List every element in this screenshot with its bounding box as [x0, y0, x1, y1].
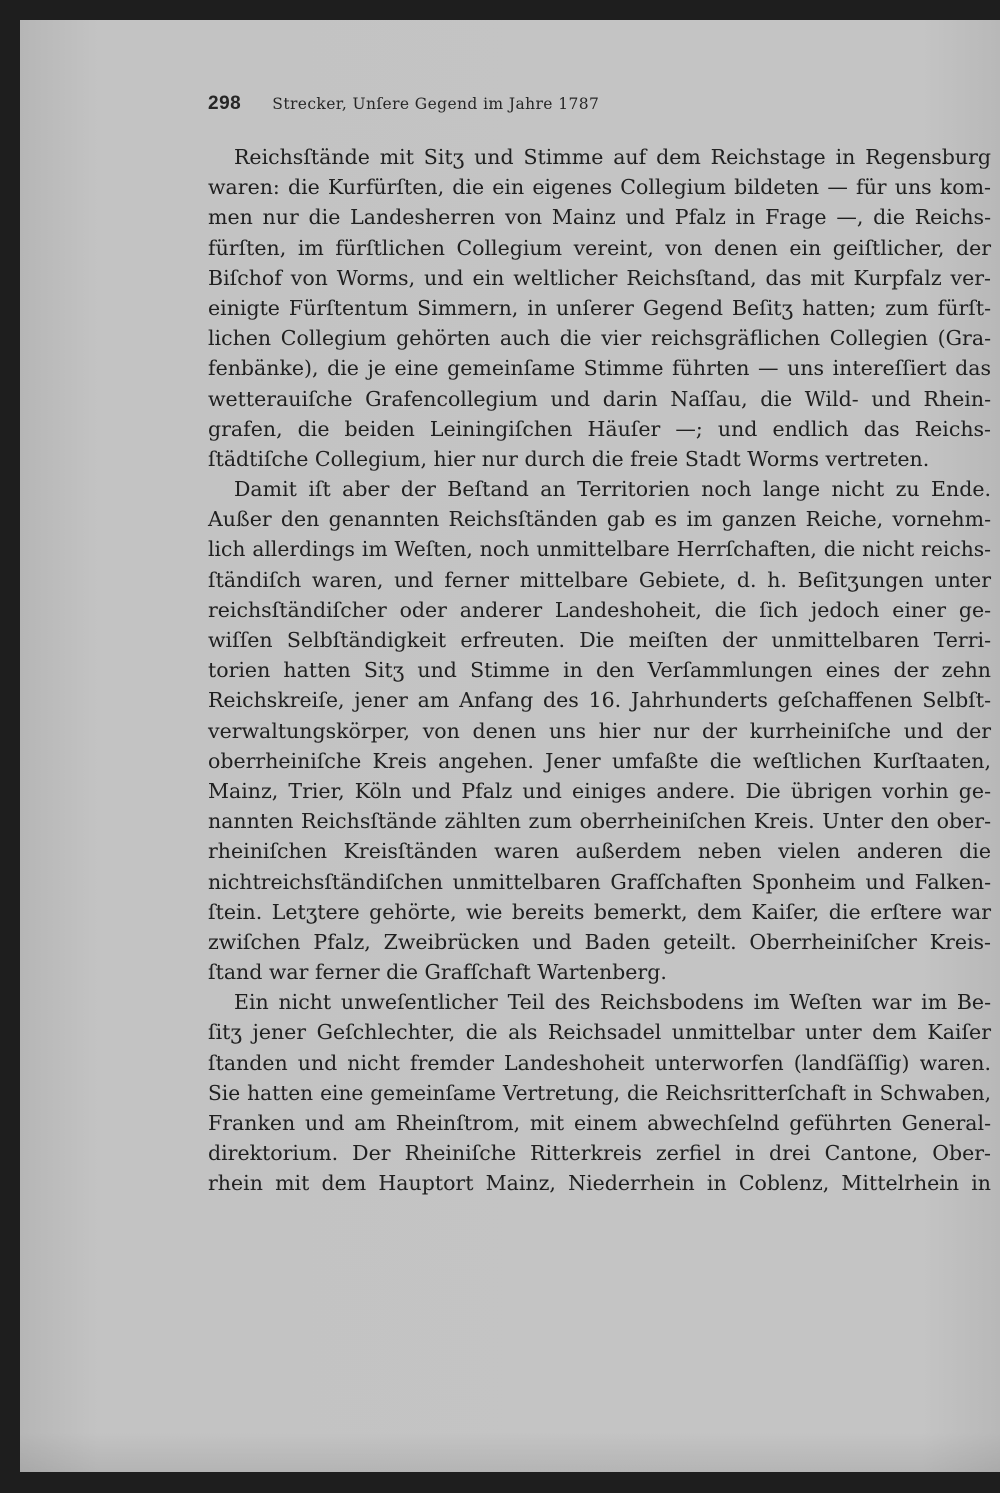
text-line: men nur die Landesherren von Mainz und Pfalz in Frage —, die Reichs- [208, 205, 991, 230]
body-text [208, 142, 991, 1199]
text-line: direktorium. Der Rheiniſche Ritterkreis zerfiel in drei Cantone, Ober- [208, 1141, 991, 1166]
page-number: 298 [208, 93, 242, 114]
text-line: ſtand war ferner die Grafſchaft Wartenberg. [208, 960, 667, 985]
text-line: nannten Reichsſtände zählten zum oberrheiniſchen Kreis. Unter den ober- [208, 809, 991, 834]
book-page [20, 20, 1000, 1472]
text-line: ſitʒ jener Geſchlechter, die als Reichsadel unmittelbar unter dem Kaiſer [208, 1020, 991, 1045]
text-line: wiſſen Selbſtändigkeit erfreuten. Die meiſten der unmittelbaren Terri- [208, 628, 991, 652]
text-line: lichen Collegium gehörten auch die vier reichsgräflichen Collegien (Gra- [208, 326, 991, 351]
text-line: wetterauiſche Grafencollegium und darin Naſſau, die Wild- und Rhein- [208, 386, 991, 411]
text-line: rhein mit dem Hauptort Mainz, Niederrhein in Coblenz, Mittelrhein in [208, 1171, 991, 1196]
text-line: torien hatten Sitʒ und Stimme in den Verſammlungen eines der zehn [208, 658, 991, 683]
text-line: nichtreichsſtändiſchen unmittelbaren Grafſchaften Sponheim und Falken- [208, 869, 991, 894]
text-line: Reichsſtände mit Sitʒ und Stimme auf dem Reichstage in Regensburg [234, 145, 991, 169]
text-line: Sie hatten eine gemeinſame Vertretung, die Reichsritterſchaft in Schwaben, [208, 1080, 991, 1105]
text-line: grafen, die beiden Leiningiſchen Häuſer —; und endlich das Reichs- [208, 416, 991, 441]
text-line: fenbänke), die je eine gemeinſame Stimme führten — uns intereſſiert das [208, 356, 991, 381]
running-title: Strecker, Unſere Gegend im Jahre 1787 [272, 95, 600, 113]
text-line: ſtanden und nicht fremder Landeshoheit unterworfen (landſäſſig) waren. [208, 1050, 991, 1075]
text-line: Reichskreiſe, jener am Anfang des 16. Jahrhunderts geſchaffenen Selbſt- [208, 688, 991, 713]
text-line: reichsſtändiſcher oder anderer Landeshoheit, die ſich jedoch einer ge- [208, 597, 991, 622]
text-line: Damit iſt aber der Beſtand an Territorien noch lange nicht zu Ende. [234, 477, 991, 502]
text-line: Biſchof von Worms, und ein weltlicher Reichsſtand, das mit Kurpfalz ver- [208, 265, 991, 290]
text-line: Mainz, Trier, Köln und Pfalz und einiges andere. Die übrigen vorhin ge- [208, 778, 991, 803]
text-line: ſtein. Letʒtere gehörte, wie bereits bemerkt, dem Kaiſer, die erſtere war [208, 899, 991, 924]
page-shadow [20, 1432, 1000, 1472]
running-head [208, 93, 908, 119]
text-line: lich allerdings im Weſten, noch unmittelbare Herrſchaften, die nicht reichs- [208, 537, 991, 562]
text-line: fürſten, im fürſtlichen Collegium vereint, von denen ein geiſtlicher, der [208, 235, 991, 260]
text-line: oberrheiniſche Kreis angehen. Jener umfaßte die weſtlichen Kurſtaaten, [208, 748, 991, 773]
text-line: Ein nicht unweſentlicher Teil des Reichsbodens im Weſten war im Be- [234, 990, 991, 1015]
text-line: ſtändiſch waren, und ferner mittelbare Gebiete, d. h. Beſitʒungen unter [208, 567, 991, 592]
text-line: ſtädtiſche Collegium, hier nur durch die freie Stadt Worms vertreten. [208, 446, 930, 471]
text-line: Außer den genannten Reichsſtänden gab es im ganzen Reiche, vornehm- [208, 507, 991, 532]
text-line: Franken und am Rheinſtrom, mit einem abwechſelnd geführten General- [208, 1111, 991, 1135]
text-line: einigte Fürſtentum Simmern, in unſerer Gegend Beſitʒ hatten; zum fürſt- [208, 295, 991, 320]
text-line: verwaltungskörper, von denen uns hier nur der kurrheiniſche und der [208, 718, 991, 743]
text-line: waren: die Kurfürſten, die ein eigenes Collegium bildeten — für uns kom- [208, 175, 991, 200]
text-line: rheiniſchen Kreisſtänden waren außerdem neben vielen anderen die [208, 839, 991, 864]
text-line: zwiſchen Pfalz, Zweibrücken und Baden geteilt. Oberrheiniſcher Kreis- [208, 929, 991, 954]
